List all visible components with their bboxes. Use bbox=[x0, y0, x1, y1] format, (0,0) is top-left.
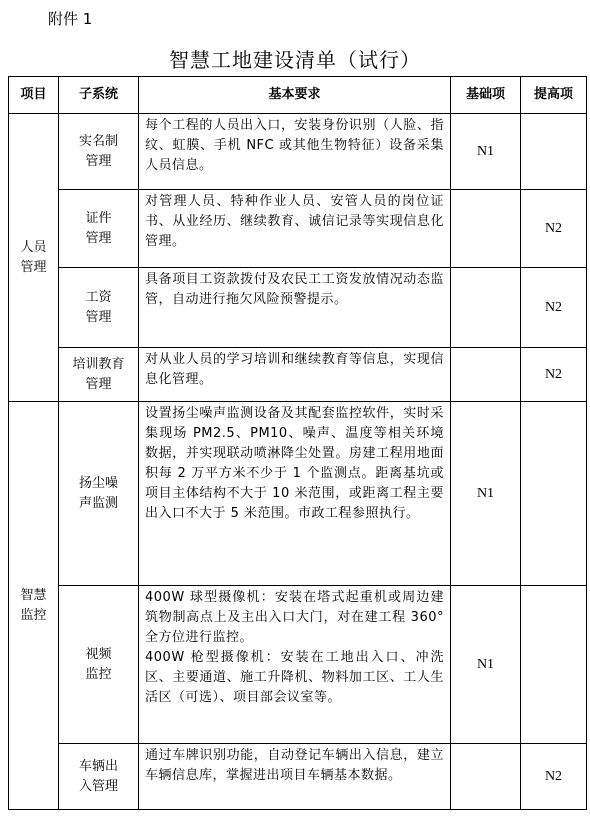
table-row bbox=[9, 586, 587, 744]
table-header-row bbox=[9, 77, 587, 114]
subsystem-cell: 车辆出入管理 bbox=[59, 744, 139, 810]
page-title: 智慧工地建设清单（试行） bbox=[169, 48, 421, 72]
item-label: 人员管理 bbox=[20, 239, 47, 275]
advanced-cell: N2 bbox=[521, 268, 587, 348]
header-basic: 基础项 bbox=[451, 77, 521, 114]
requirement-cell: 每个工程的人员出入口，安装身份识别（人脸、指纹、虹膜、手机 NFC 或其他生物特征）设备采集人员信息。 bbox=[139, 114, 451, 190]
item-label: 智慧监控 bbox=[20, 587, 47, 623]
subsystem-cell: 培训教育管理 bbox=[59, 348, 139, 402]
subsystem-cell: 视频监控 bbox=[59, 586, 139, 744]
requirement-cell: 具备项目工资款拨付及农民工工资发放情况动态监管，自动进行拖欠风险预警提示。 bbox=[139, 268, 451, 348]
table-row bbox=[9, 402, 587, 586]
header-requirement: 基本要求 bbox=[139, 77, 451, 114]
advanced-cell: N2 bbox=[521, 190, 587, 268]
subsystem-cell: 工资管理 bbox=[59, 268, 139, 348]
item-cell-personnel bbox=[9, 114, 59, 402]
requirement-cell: 对管理人员、特种作业人员、安管人员的岗位证书、从业经历、继续教育、诚信记录等实现信息化管理。 bbox=[139, 190, 451, 268]
subsystem-cell: 扬尘噪声监测 bbox=[59, 402, 139, 586]
basic-cell: N1 bbox=[451, 402, 521, 586]
subsystem-cell: 证件管理 bbox=[59, 190, 139, 268]
header-item: 项目 bbox=[9, 77, 59, 114]
advanced-cell: N2 bbox=[521, 744, 587, 810]
requirement-paragraph: 400W 球型摄像机：安装在塔式起重机或周边建筑物制高点上及主出入口大门，对在建工程 360°全方位进行监控。 bbox=[145, 590, 444, 645]
requirement-cell: 设置扬尘噪声监测设备及其配套监控软件，实时采集现场 PM2.5、PM10、噪声、温度等相关环境数据，并实现联动喷淋降尘处置。房建工程用地面积每 2 万平方米不少于 1 个监测点。距离基坑或项目主体结构不大于 10 米范围，或距离工程主要出入口不大于 5 米范围。市政工程参照执行。 bbox=[139, 402, 451, 586]
header-subsystem: 子系统 bbox=[59, 77, 139, 114]
construction-list-table bbox=[8, 76, 587, 810]
requirement-paragraph: 400W 枪型摄像机：安装在工地出入口、冲洗区、主要通道、施工升降机、物料加工区、工人生活区（可选）、项目部会议室等。 bbox=[145, 650, 444, 705]
basic-cell bbox=[451, 348, 521, 402]
basic-cell bbox=[451, 190, 521, 268]
table-row bbox=[9, 114, 587, 190]
header-advanced: 提高项 bbox=[521, 77, 587, 114]
item-cell-monitoring bbox=[9, 402, 59, 810]
table-row bbox=[9, 190, 587, 268]
advanced-cell bbox=[521, 586, 587, 744]
table-row bbox=[9, 348, 587, 402]
basic-cell: N1 bbox=[451, 586, 521, 744]
advanced-cell bbox=[521, 114, 587, 190]
subsystem-cell: 实名制管理 bbox=[59, 114, 139, 190]
advanced-cell bbox=[521, 402, 587, 586]
table-row bbox=[9, 744, 587, 810]
requirement-cell: 通过车牌识别功能，自动登记车辆出入信息，建立车辆信息库，掌握进出项目车辆基本数据。 bbox=[139, 744, 451, 810]
table-row bbox=[9, 268, 587, 348]
basic-cell bbox=[451, 744, 521, 810]
advanced-cell: N2 bbox=[521, 348, 587, 402]
requirement-cell bbox=[139, 586, 451, 744]
attachment-label: 附件 1 bbox=[48, 10, 93, 28]
basic-cell bbox=[451, 268, 521, 348]
requirement-cell: 对从业人员的学习培训和继续教育等信息，实现信息化管理。 bbox=[139, 348, 451, 402]
basic-cell: N1 bbox=[451, 114, 521, 190]
